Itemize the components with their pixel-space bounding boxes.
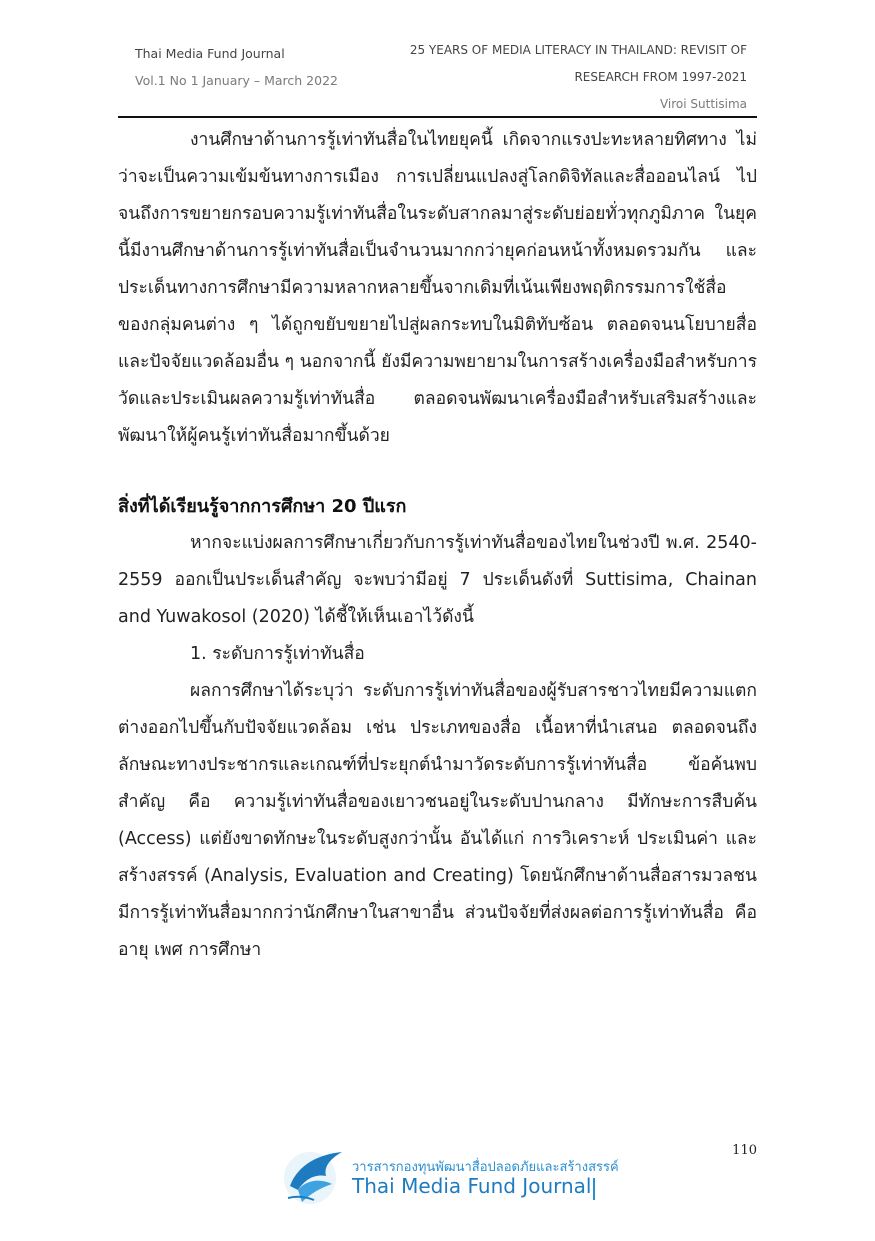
footer-journal-english: Thai Media Fund Journal — [352, 1174, 592, 1198]
article-title-line-1: 25 YEARS OF MEDIA LITERACY IN THAILAND: REVISIT OF — [409, 43, 747, 57]
list-item-heading: 1. ระดับการรู้เท่าทันสื่อ — [190, 644, 365, 664]
paragraph-findings: ผลการศึกษาได้ระบุว่า ระดับการรู้เท่าทันสื่อของผู้รับสารชาวไทยมีความแตกต่างออกไปขึ้นกับปัจจัยแวดล้อม เช่น ประเภทของสื่อ เนื้อหาที่นำเสนอ ตลอดจนถึงลักษณะทางประชากรและเกณฑ์ที่ประยุกต์นำมาวัดระดับการรู้เท่าทันสื่อ ข้อค้นพบสำคัญ คือ ความรู้เท่าทันสื่อของเยาวชนอยู่ในระดับปานกลาง มีทักษะการสืบค้น (Access) แต่ยังขาดทักษะในระดับสูงกว่านั้น อันได้แก่ การวิเคราะห์ ประเมินค่า และสร้างสรรค์ (Analysis, Evaluation and Creating) โดยนักศึกษาด้านสื่อสารมวลชนมีการรู้เท่าทันสื่อมากกว่านักศึกษาในสาขาอื่น ส่วนปัจจัยที่ส่งผลต่อการรู้เท่าทันสื่อ คือ อายุ เพศ การศึกษา — [118, 681, 757, 960]
author-name: Viroi Suttisima — [659, 97, 747, 111]
running-header-left — [135, 40, 338, 94]
paragraph-intro: งานศึกษาด้านการรู้เท่าทันสื่อในไทยยุคนี้ เกิดจากแรงปะทะหลายทิศทาง ไม่ว่าจะเป็นความเข้มข้นทางการเมือง การเปลี่ยนแปลงสู่โลกดิจิทัลและสื่อออนไลน์ ไปจนถึงการขยายกรอบความรู้เท่าทันสื่อในระดับสากลมาสู่ระดับย่อยทั่วทุกภูมิภาค ในยุคนี้มีงานศึกษาด้านการรู้เท่าทันสื่อเป็นจำนวนมากกว่ายุคก่อนหน้าทั้งหมดรวมกัน และประเด็นทางการศึกษามีความหลากหลายขึ้นจากเดิมที่เน้นเพียงพฤติกรรมการใช้สื่อของกลุ่มคนต่าง ๆ ได้ถูกขยับขยายไปสู่ผลกระทบในมิติทับซ้อน ตลอดจนนโยบายสื่อและปัจจัยแวดล้อมอื่น ๆ นอกจากนี้ ยังมีความพยายามในการสร้างเครื่องมือสำหรับการวัดและประเมินผลความรู้เท่าทันสื่อ ตลอดจนพัฒนาเครื่องมือสำหรับเสริมสร้างและพัฒนาให้ผู้คนรู้เท่าทันสื่อมากขึ้นด้วย — [118, 130, 757, 446]
section-spacer — [118, 455, 757, 488]
issue-info: Vol.1 No 1 January – March 2022 — [135, 73, 338, 88]
section-heading: สิ่งที่ได้เรียนรู้จากการศึกษา 20 ปีแรก — [118, 496, 407, 517]
page-body — [118, 122, 757, 969]
page-number: 110 — [732, 1143, 757, 1158]
header-rule — [118, 116, 757, 118]
journal-name: Thai Media Fund Journal — [135, 46, 285, 61]
footer-journal-thai: วารสารกองทุนพัฒนาสื่อปลอดภัยและสร้างสรรค์ — [352, 1160, 619, 1175]
article-title-line-2: RESEARCH FROM 1997-2021 — [574, 70, 747, 84]
footer-divider — [593, 1178, 595, 1200]
running-header-right — [327, 37, 747, 118]
journal-footer — [280, 1146, 619, 1206]
dove-logo-icon — [280, 1146, 350, 1208]
paragraph-overview: หากจะแบ่งผลการศึกษาเกี่ยวกับการรู้เท่าทันสื่อของไทยในช่วงปี พ.ศ. 2540-2559 ออกเป็นประเด็นสำคัญ จะพบว่ามีอยู่ 7 ประเด็นดังที่ Suttisima, Chainan and Yuwakosol (2020) ได้ชี้ให้เห็นเอาไว้ดังนี้ — [118, 533, 757, 627]
